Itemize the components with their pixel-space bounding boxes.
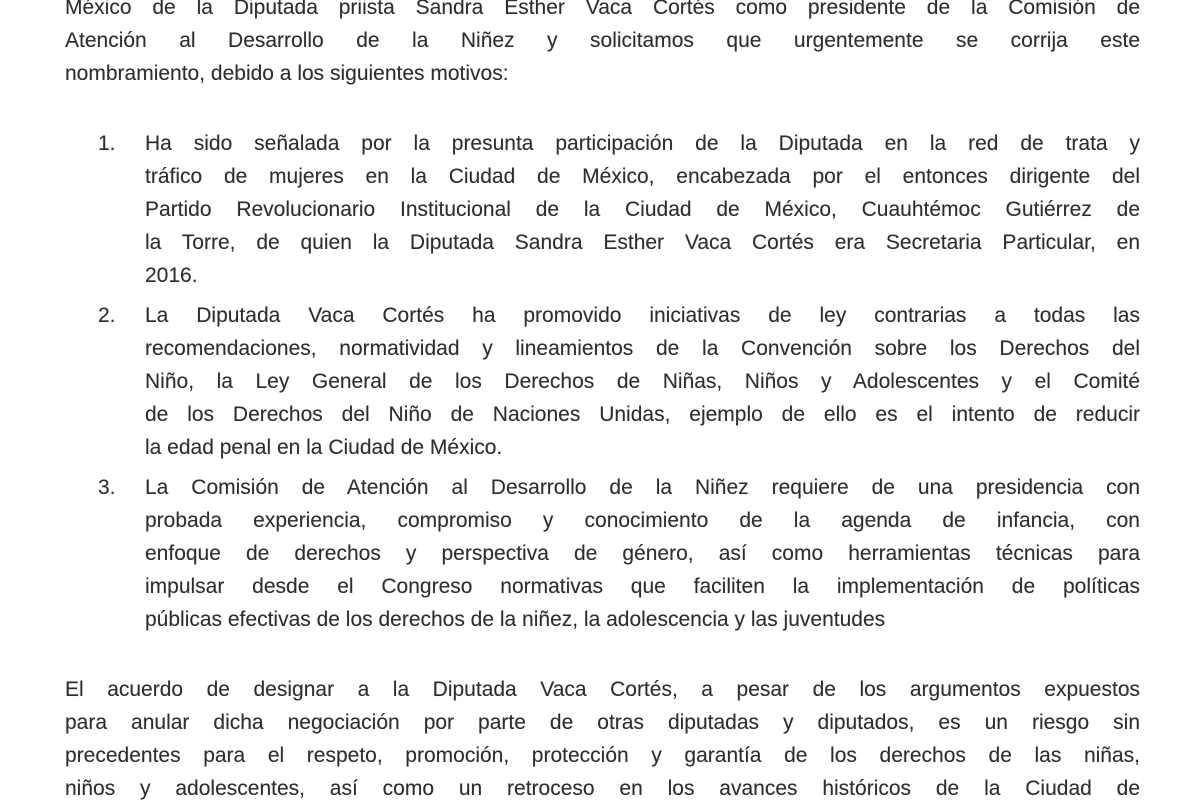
list-item-text <box>145 127 1140 292</box>
text-line: Ha sido señalada por la presunta participación de la Diputada en la red de trata y <box>145 132 1140 155</box>
text-line: niños y adolescentes, así como un retroceso en los avances históricos de la Ciudad de <box>65 777 1140 800</box>
text-line: impulsar desde el Congreso normativas que faciliten la implementación de políticas <box>145 575 1140 598</box>
text-line: El acuerdo de designar a la Diputada Vaca Cortés, a pesar de los argumentos expuestos <box>65 678 1140 701</box>
paragraph <box>65 673 1140 800</box>
list-number: 2. <box>98 304 116 327</box>
numbered-list-item <box>65 127 1140 292</box>
list-item-text <box>145 299 1140 464</box>
text-line: Partido Revolucionario Institucional de la Ciudad de México, Cuauhtémoc Gutiérrez de <box>145 198 1140 221</box>
text-line: la edad penal en la Ciudad de México. <box>145 436 503 459</box>
text-line: 2016. <box>145 264 198 287</box>
list-number: 3. <box>98 476 116 499</box>
paragraph <box>65 0 1140 90</box>
numbered-list-item <box>65 299 1140 464</box>
list-item-text <box>145 471 1140 636</box>
text-line: La Comisión de Atención al Desarrollo de la Niñez requiere de una presidencia con <box>145 476 1140 499</box>
text-line: nombramiento, debido a los siguientes motivos: <box>65 62 509 85</box>
text-line: tráfico de mujeres en la Ciudad de México, encabezada por el entonces dirigente del <box>145 165 1140 188</box>
text-line: México de la Diputada priista Sandra Esther Vaca Cortés como presidente de la Comisión de <box>65 0 1140 19</box>
text-line: enfoque de derechos y perspectiva de género, así como herramientas técnicas para <box>145 542 1140 565</box>
text-line: para anular dicha negociación por parte de otras diputadas y diputados, es un riesgo sin <box>65 711 1140 734</box>
text-line: la Torre, de quien la Diputada Sandra Esther Vaca Cortés era Secretaria Particular, en <box>145 231 1140 254</box>
list-number: 1. <box>98 132 116 155</box>
text-line: precedentes para el respeto, promoción, protección y garantía de los derechos de las niñas, <box>65 744 1140 767</box>
text-line: probada experiencia, compromiso y conocimiento de la agenda de infancia, con <box>145 509 1140 532</box>
text-line: recomendaciones, normatividad y lineamientos de la Convención sobre los Derechos del <box>145 337 1140 360</box>
text-line: Atención al Desarrollo de la Niñez y solicitamos que urgentemente se corrija este <box>65 29 1140 52</box>
text-line: La Diputada Vaca Cortés ha promovido iniciativas de ley contrarias a todas las <box>145 304 1140 327</box>
numbered-list-item <box>65 471 1140 636</box>
text-line: públicas efectivas de los derechos de la niñez, la adolescencia y las juventudes <box>145 608 886 631</box>
text-line: Niño, la Ley General de los Derechos de Niñas, Niños y Adolescentes y el Comité <box>145 370 1140 393</box>
text-line: de los Derechos del Niño de Naciones Unidas, ejemplo de ello es el intento de reducir <box>145 403 1140 426</box>
